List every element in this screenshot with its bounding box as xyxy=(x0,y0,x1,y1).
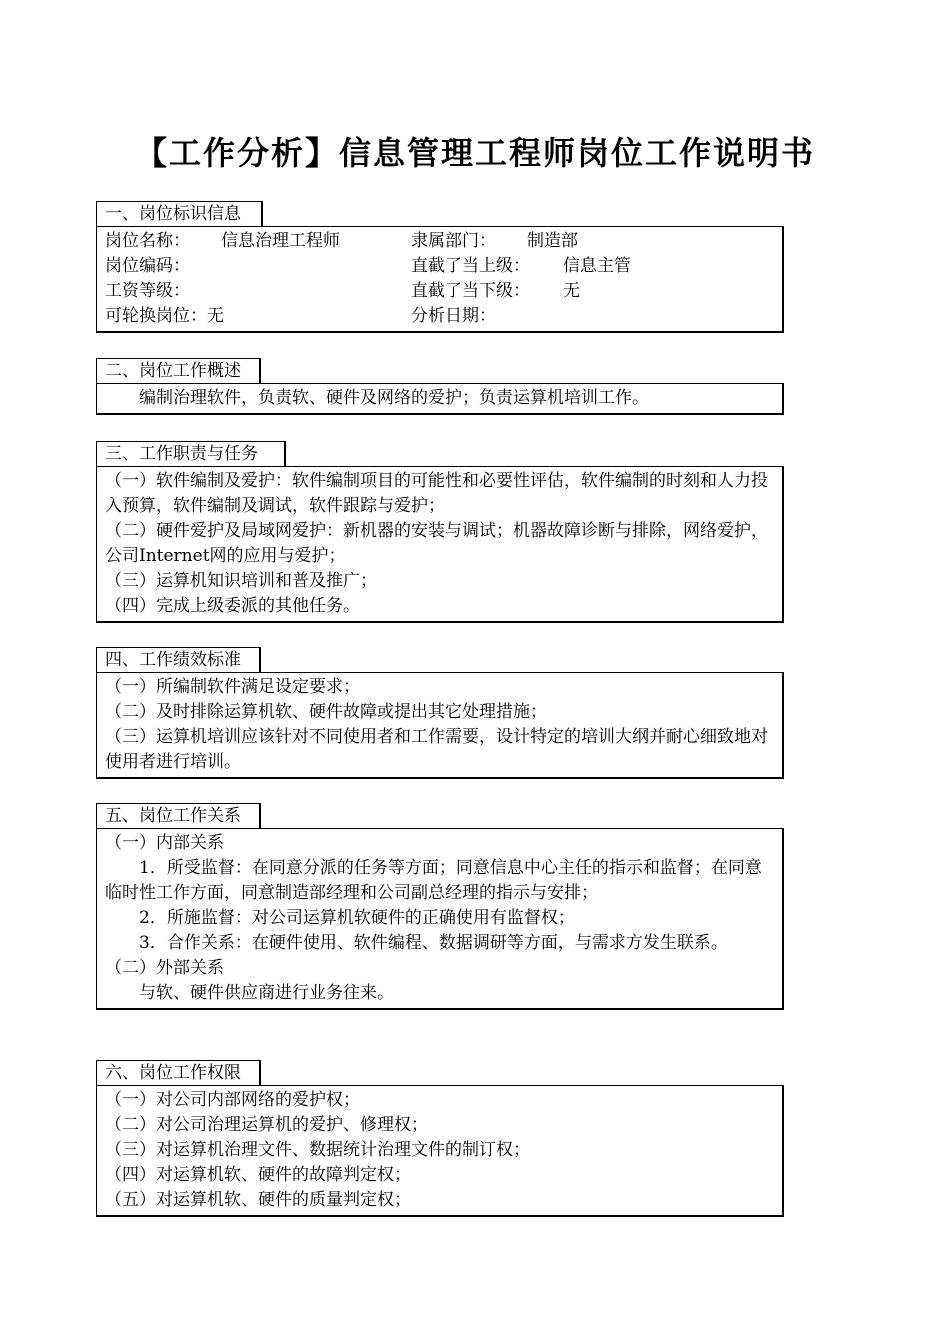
authority-item: （一）对公司内部网络的爱护权； xyxy=(105,1090,360,1110)
field-label: 岗位名称： xyxy=(105,231,190,251)
authority-box xyxy=(96,1085,784,1217)
relation-item: 2．所施监督：对公司运算机软硬件的正确使用有监督权； xyxy=(139,908,575,928)
field-label: 分析日期： xyxy=(411,306,496,326)
field-value: 无 xyxy=(207,306,224,326)
field-label: 工资等级： xyxy=(105,281,190,301)
field-label: 直截了当上级： xyxy=(411,256,530,276)
field-label: 可轮换岗位： xyxy=(105,306,207,326)
standard-item: （一）所编制软件满足设定要求； xyxy=(105,677,360,697)
field-value: 信息治理工程师 xyxy=(221,231,340,251)
authority-item: （二）对公司治理运算机的爱护、修理权； xyxy=(105,1115,428,1135)
document-title: 【工作分析】信息管理工程师岗位工作说明书 xyxy=(134,134,815,172)
duty-item: （二）硬件爱护及局域网爱护：新机器的安装与调试；机器故障诊断与排除，网络爱护，公司Internet网的应用与爱护； xyxy=(105,521,768,566)
overview-box xyxy=(96,383,784,415)
field-value: 制造部 xyxy=(527,231,578,251)
standard-item: （三）运算机培训应该针对不同使用者和工作需要，设计特定的培训大纲并耐心细致地对使用者进行培训。 xyxy=(105,727,768,772)
section-authority xyxy=(96,1060,784,1217)
section-identification xyxy=(96,201,784,333)
section-heading: 二、岗位工作概述 xyxy=(96,358,261,383)
duties-box xyxy=(96,466,784,623)
info-row xyxy=(105,279,776,304)
standard-item: （二）及时排除运算机软、硬件故障或提出其它处理措施； xyxy=(105,702,547,722)
duty-item: （一）软件编制及爱护：软件编制项目的可能性和必要性评估，软件编制的时刻和人力投入预算，软件编制及调试，软件跟踪与爱护； xyxy=(105,471,768,516)
identification-box xyxy=(96,226,784,333)
field-label: 隶属部门： xyxy=(411,231,496,251)
section-performance xyxy=(96,647,784,779)
duty-item: （三）运算机知识培训和普及推广； xyxy=(105,571,377,591)
section-heading: 三、工作职责与任务 xyxy=(96,441,286,466)
relation-item: 3．合作关系：在硬件使用、软件编程、数据调研等方面，与需求方发生联系。 xyxy=(139,933,728,953)
section-heading: 五、岗位工作关系 xyxy=(96,803,261,828)
section-duties xyxy=(96,441,784,623)
relation-item: 与软、硬件供应商进行业务往来。 xyxy=(139,983,394,1003)
section-relations xyxy=(96,803,784,1010)
field-value: 信息主管 xyxy=(563,256,631,276)
relations-box xyxy=(96,828,784,1010)
external-relations-title: （二）外部关系 xyxy=(105,958,224,978)
info-row xyxy=(105,229,776,254)
relation-item: 1．所受监督：在同意分派的任务等方面；同意信息中心主任的指示和监督；在同意临时性工作方面，同意制造部经理和公司副总经理的指示与安排； xyxy=(105,858,762,903)
info-row xyxy=(105,254,776,279)
section-heading: 一、岗位标识信息 xyxy=(96,201,263,226)
authority-item: （五）对运算机软、硬件的质量判定权； xyxy=(105,1190,411,1210)
field-label: 直截了当下级： xyxy=(411,281,530,301)
field-value: 无 xyxy=(563,281,580,301)
field-label: 岗位编码： xyxy=(105,256,190,276)
section-heading: 六、岗位工作权限 xyxy=(96,1060,261,1085)
section-overview xyxy=(96,358,784,415)
section-heading: 四、工作绩效标准 xyxy=(96,647,261,672)
authority-item: （三）对运算机治理文件、数据统计治理文件的制订权； xyxy=(105,1140,530,1160)
authority-item: （四）对运算机软、硬件的故障判定权； xyxy=(105,1165,411,1185)
overview-text: 编制治理软件，负责软、硬件及网络的爱护；负责运算机培训工作。 xyxy=(139,388,649,408)
internal-relations-title: （一）内部关系 xyxy=(105,833,224,853)
duty-item: （四）完成上级委派的其他任务。 xyxy=(105,596,360,616)
info-row xyxy=(105,304,776,329)
performance-box xyxy=(96,672,784,779)
